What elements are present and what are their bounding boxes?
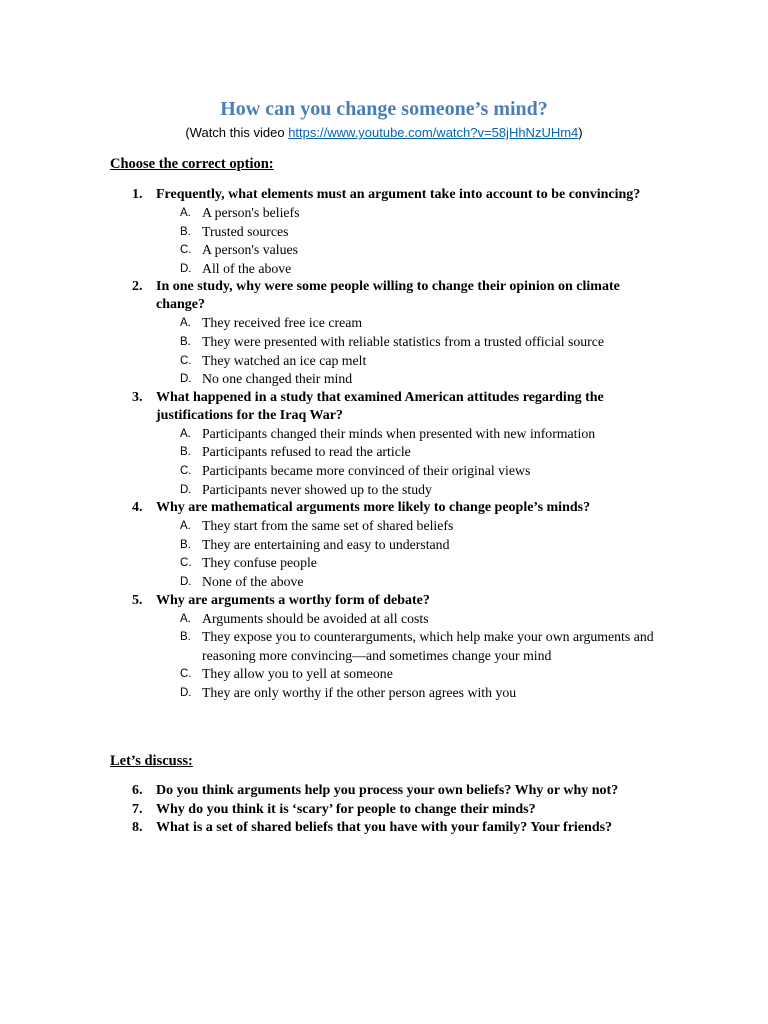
question-number: 6. [132, 783, 143, 798]
option-letter: C. [180, 668, 192, 681]
answer-option [156, 204, 670, 223]
option-text: Participants refused to read the article [202, 444, 411, 460]
option-letter: C. [180, 244, 192, 257]
question-text: Do you think arguments help you process your own beliefs? Why or why not? [156, 783, 619, 798]
question-text: Why are mathematical arguments more likely to change people’s minds? [156, 500, 591, 516]
option-text: A person's beliefs [202, 205, 300, 220]
option-letter: B. [180, 335, 191, 348]
question-number: 8. [132, 820, 143, 835]
question-number: 1. [132, 187, 143, 202]
option-text: None of the above [202, 573, 304, 589]
answer-option [156, 352, 670, 371]
multiple-choice-list [110, 186, 670, 702]
answer-option [156, 223, 670, 242]
option-letter: A. [180, 427, 191, 440]
question-number: 3. [132, 389, 143, 405]
option-text: No one changed their mind [202, 371, 353, 387]
answer-option [156, 370, 670, 389]
video-instruction-prefix: (Watch this video [185, 125, 289, 140]
question-text: Frequently, what elements must an argument take into account to be convincing? [156, 187, 641, 202]
answer-option [156, 573, 670, 592]
question-item [110, 592, 670, 703]
video-instruction-suffix: ) [578, 125, 583, 140]
answer-option [156, 241, 670, 260]
question-item [110, 389, 670, 499]
question-number: 4. [132, 500, 143, 516]
answer-option [156, 536, 670, 555]
question-item [110, 278, 670, 388]
discussion-question [110, 819, 670, 838]
question-text: In one study, why were some people willing to change their opinion on climate change? [156, 279, 620, 313]
option-text: All of the above [202, 260, 292, 276]
option-text: They start from the same set of shared beliefs [202, 518, 454, 534]
answer-option [156, 425, 670, 444]
page-title: How can you change someone’s mind? [220, 98, 548, 120]
answer-option [156, 610, 670, 629]
discussion-heading: Let’s discuss: [110, 753, 193, 769]
option-text: They were presented with reliable statistics from a trusted official source [202, 333, 605, 349]
option-letter: A. [180, 207, 191, 219]
question-number: 7. [132, 801, 143, 817]
option-letter: D. [180, 686, 192, 699]
answer-option [156, 517, 670, 536]
option-letter: B. [180, 446, 191, 459]
question-text: What is a set of shared beliefs that you have with your family? Your friends? [156, 820, 613, 835]
option-text: Participants became more convinced of their original views [202, 462, 531, 478]
option-text: They allow you to yell at someone [202, 666, 393, 682]
option-text: They watched an ice cap melt [202, 352, 367, 368]
question-number: 2. [132, 279, 143, 295]
question-number: 5. [132, 592, 143, 608]
option-list [156, 314, 670, 388]
option-text: A person's values [202, 242, 298, 258]
option-text: They are entertaining and easy to understand [202, 536, 450, 552]
question-text: What happened in a study that examined American attitudes regarding the justifications for the Iraq War? [156, 389, 604, 423]
question-item [110, 186, 670, 278]
option-letter: C. [180, 557, 192, 570]
discussion-list [110, 782, 670, 838]
option-letter: A. [180, 520, 191, 533]
video-link[interactable]: https://www.youtube.com/watch?v=58jHhNzUHm4 [288, 125, 579, 140]
discussion-question [110, 782, 670, 801]
question-text: Why are arguments a worthy form of debate? [156, 592, 430, 608]
option-list [156, 610, 670, 703]
answer-option [156, 443, 670, 462]
answer-option [156, 554, 670, 573]
option-letter: D. [180, 262, 192, 275]
option-letter: B. [180, 631, 191, 644]
answer-option [156, 665, 670, 684]
option-letter: C. [180, 354, 192, 367]
discussion-question [110, 801, 670, 820]
option-text: They are only worthy if the other person agrees with you [202, 684, 517, 700]
answer-option [156, 260, 670, 279]
option-text: Trusted sources [202, 223, 289, 239]
option-letter: B. [180, 538, 191, 551]
video-instruction [0, 124, 768, 142]
question-text: Why do you think it is ‘scary’ for people to change their minds? [156, 801, 536, 817]
option-letter: D. [180, 483, 192, 496]
answer-option [156, 481, 670, 500]
option-list [156, 425, 670, 499]
option-text: They expose you to counterarguments, which help make your own arguments and reasoning more convincing—and sometimes change your mind [202, 629, 654, 663]
question-item [110, 499, 670, 591]
option-text: Participants never showed up to the study [202, 481, 432, 497]
option-text: Arguments should be avoided at all costs [202, 610, 429, 626]
answer-option [156, 684, 670, 703]
option-letter: D. [180, 575, 192, 588]
option-letter: D. [180, 373, 192, 386]
answer-option [156, 462, 670, 481]
answer-option [156, 314, 670, 333]
option-text: Participants changed their minds when presented with new information [202, 425, 596, 441]
option-text: They confuse people [202, 555, 317, 571]
option-list [156, 517, 670, 591]
answer-option [156, 628, 670, 665]
multiple-choice-heading: Choose the correct option: [110, 156, 274, 172]
option-list [156, 204, 670, 278]
answer-option [156, 333, 670, 352]
option-letter: A. [180, 612, 191, 625]
option-letter: A. [180, 317, 191, 330]
option-text: They received free ice cream [202, 315, 363, 331]
option-letter: C. [180, 464, 192, 477]
option-letter: B. [180, 225, 191, 238]
